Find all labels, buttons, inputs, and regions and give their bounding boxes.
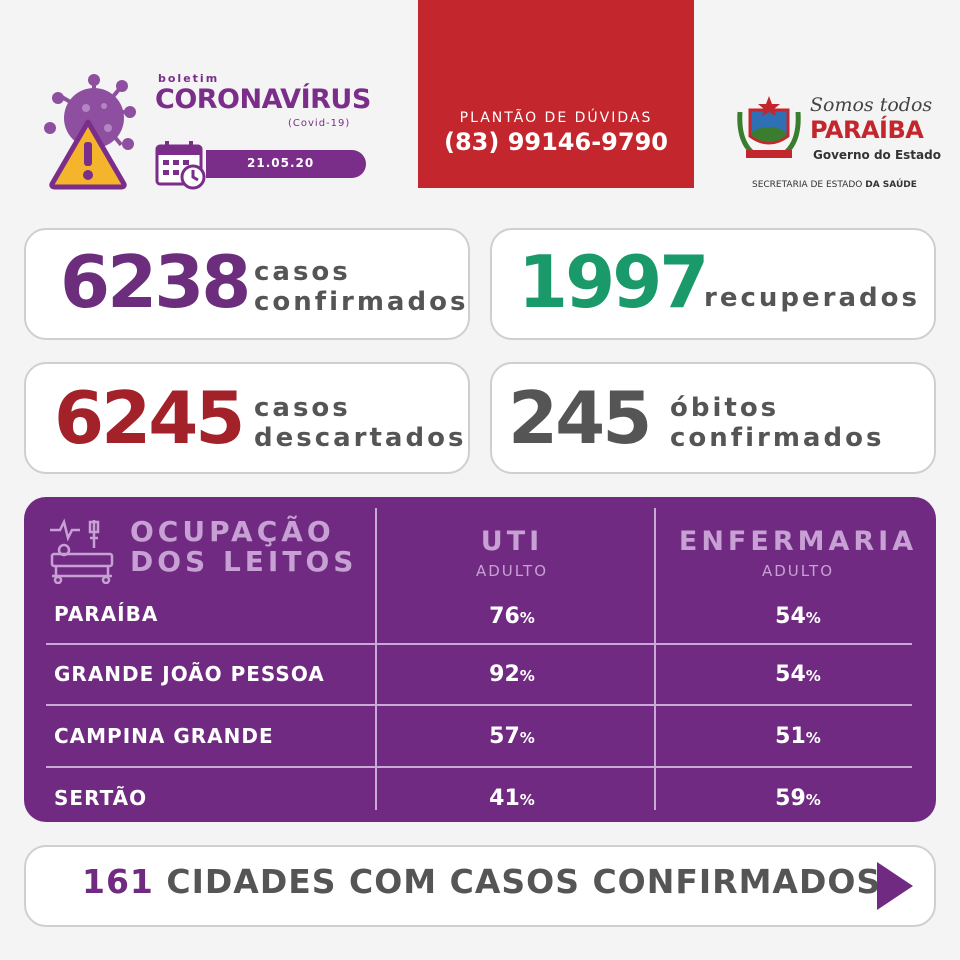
play-arrow-icon[interactable] [877,862,913,910]
row-name-campina-grande: CAMPINA GRANDE [54,724,274,748]
uti-value-campina-grande: 57% [489,724,535,749]
enf-value-campina-grande: 51% [775,724,821,749]
deaths-label-line2: confirmados [670,423,885,453]
state-coat-of-arms [734,94,804,162]
deaths-value: 245 [508,376,650,460]
cities-text [82,862,881,901]
col-header-uti: UTI [480,526,544,557]
enf-value-paraiba: 54% [775,604,821,629]
gov-state-name: PARAÍBA [810,116,924,144]
row-name-sertao: SERTÃO [54,786,148,810]
confirmed-label-line1: casos [254,257,351,287]
confirmed-value: 6238 [60,240,249,324]
cities-label: CIDADES COM CASOS CONFIRMADOS [166,862,882,901]
discarded-label-line2: descartados [254,423,467,453]
occupancy-title [130,517,357,577]
col-subheader-enfermaria: ADULTO [761,562,835,580]
confirmed-label-line2: confirmados [254,287,469,317]
deaths-label-line1: óbitos [670,393,780,423]
occupancy-title-line2: DOS LEITOS [130,545,358,578]
cities-count: 161 [82,862,154,901]
recovered-label: recuperados [704,283,920,313]
col-subheader-uti: ADULTO [475,562,549,580]
bulletin-title: CORONAVÍRUS [155,84,371,115]
boletim-label: boletim [158,72,220,85]
gov-slogan: Somos todos [810,94,933,116]
hotline-panel [418,0,694,188]
bulletin-subtitle: (Covid-19) [288,118,351,129]
hospital-bed-icon [48,518,116,584]
hotline-phone[interactable]: (83) 99146-9790 [444,128,668,156]
secretaria-label: SECRETARIA DE ESTADO DA SAÚDE [752,180,917,190]
discarded-label-line1: casos [254,393,351,423]
uti-value-paraiba: 76% [489,604,535,629]
enf-value-grande-joao-pessoa: 54% [775,662,821,687]
occupancy-title-line1: OCUPAÇÃO [130,515,335,548]
row-divider [46,766,912,768]
enf-value-sertao: 59% [775,786,821,811]
row-name-paraiba: PARAÍBA [54,602,159,626]
column-divider [654,508,656,810]
hotline-label: PLANTÃO DE DÚVIDAS [459,110,653,126]
col-header-enfermaria: ENFERMARIA [678,526,918,557]
uti-value-grande-joao-pessoa: 92% [489,662,535,687]
row-divider [46,704,912,706]
row-divider [46,643,912,645]
row-name-grande-joao-pessoa: GRANDE JOÃO PESSOA [54,662,325,686]
bulletin-date: 21.05.20 [247,156,315,170]
calendar-icon [155,140,207,190]
warning-icon [48,118,128,190]
uti-value-sertao: 41% [489,786,535,811]
recovered-value: 1997 [518,240,707,324]
column-divider [375,508,377,810]
discarded-value: 6245 [54,376,243,460]
gov-label: Governo do Estado [813,148,941,162]
